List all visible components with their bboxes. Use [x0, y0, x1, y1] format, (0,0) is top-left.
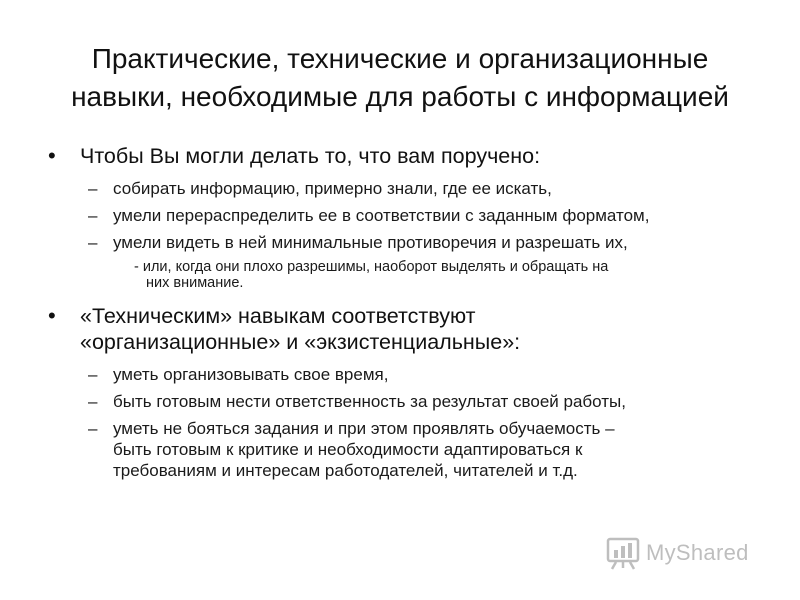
- dash-marker: –: [88, 392, 98, 411]
- bullet-item: [48, 303, 758, 355]
- watermark-text: MyShared: [646, 540, 749, 565]
- sub-note: [48, 259, 758, 291]
- sub-note-text: них внимание.: [146, 275, 244, 291]
- sub-item: [48, 364, 758, 385]
- watermark-logo: [606, 535, 749, 571]
- bullet-item: [48, 143, 758, 169]
- sub-item: [48, 232, 758, 253]
- dash-marker: –: [88, 179, 98, 198]
- sub-item-text: уметь организовывать свое время,: [113, 365, 389, 384]
- sub-item-text: умели перераспределить ее в соответствии с заданным форматом,: [113, 206, 650, 225]
- title-line: навыки, необходимые для работы с информацией: [71, 81, 729, 112]
- bullet-text: Чтобы Вы могли делать то, что вам поручено:: [80, 144, 541, 168]
- dash-marker: –: [88, 206, 98, 225]
- slide-title: [40, 40, 760, 116]
- title-line: Практические, технические и организационные: [91, 43, 709, 74]
- sub-note-text: - или, когда они плохо разрешимы, наоборот выделять и обращать на: [134, 259, 609, 275]
- sub-item: [48, 205, 758, 226]
- sub-item-text: быть готовым к критике и необходимости адаптироваться к: [113, 440, 583, 459]
- dash-marker: –: [88, 419, 98, 438]
- sub-item-text: быть готовым нести ответственность за результат своей работы,: [113, 392, 626, 411]
- sub-item-text: собирать информацию, примерно знали, где ее искать,: [113, 179, 552, 198]
- bullet-marker: •: [48, 143, 56, 168]
- bullet-marker: •: [48, 303, 56, 328]
- sub-item: [48, 418, 758, 481]
- chart-board-icon: [606, 536, 640, 570]
- sub-item-text: уметь не бояться задания и при этом проявлять обучаемость –: [113, 419, 615, 438]
- sub-item-text: умели видеть в ней минимальные противоречия и разрешать их,: [113, 233, 628, 252]
- bullet-text: «Техническим» навыкам соответствуют: [80, 304, 476, 328]
- bullet-text: «организационные» и «экзистенциальные»:: [80, 330, 521, 354]
- dash-marker: –: [88, 365, 98, 384]
- bullet-list: [48, 143, 758, 481]
- sub-item: [48, 178, 758, 199]
- sub-item-text: требованиям и интересам работодателей, читателей и т.д.: [113, 461, 578, 480]
- sub-item: [48, 391, 758, 412]
- dash-marker: –: [88, 233, 98, 252]
